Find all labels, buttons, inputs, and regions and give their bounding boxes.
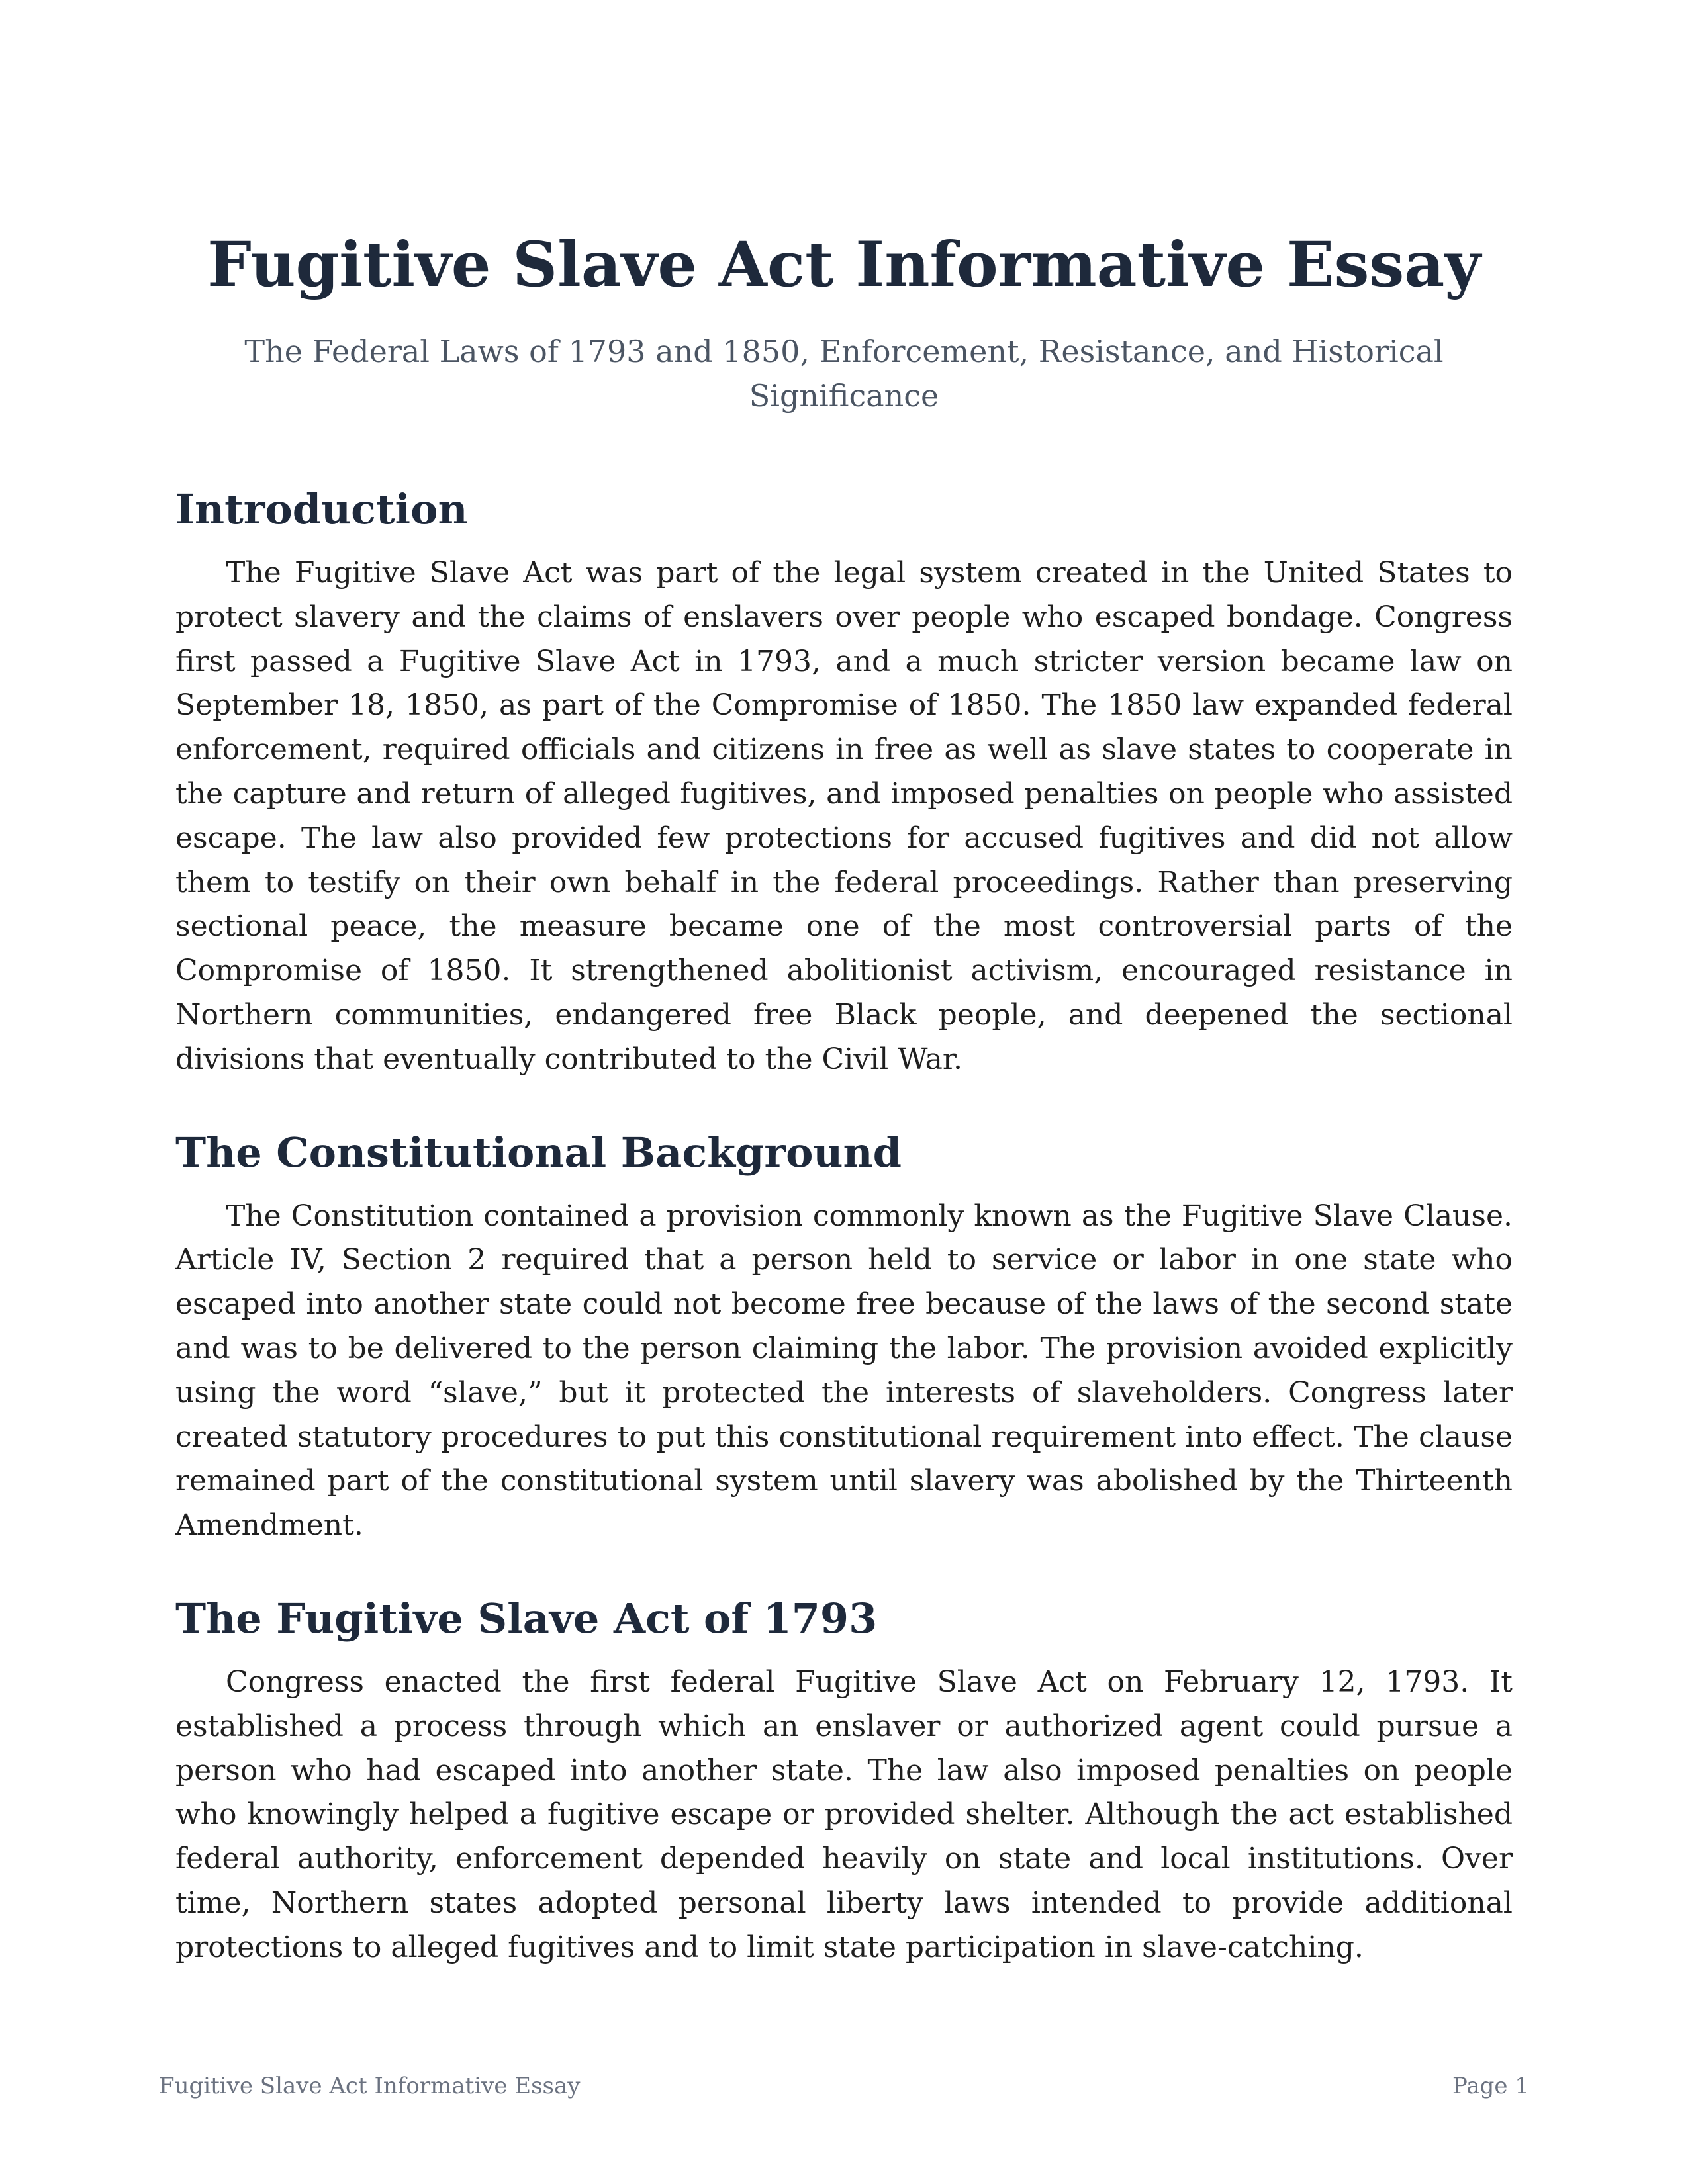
section-heading: Introduction (175, 485, 468, 533)
section-heading: The Fugitive Slave Act of 1793 (175, 1594, 878, 1643)
section-heading: The Constitutional Background (175, 1128, 902, 1177)
section-act-of-1793 (175, 1589, 1513, 1970)
section-paragraph: The Constitution contained a provision commonly known as the Fugitive Slave Clause. Article IV, Section 2 required that a person held to service or labor in one state who escaped into another state could not become free because of the laws of the second state and was to be delivered to the person claiming the labor. The provision avoided explicitly using the word “slave,” but it protected the interests of slaveholders. Congress later created statutory procedures to put this constitutional requirement into effect. The clause remained part of the constitutional system until slavery was abolished by the Thirteenth Amendment. (175, 1199, 1513, 1543)
document-subtitle: The Federal Laws of 1793 and 1850, Enforcement, Resistance, and Historical Significance (244, 334, 1444, 414)
section-paragraph: Congress enacted the first federal Fugitive Slave Act on February 12, 1793. It established a process through which an enslaver or authorized agent could pursue a person who had escaped into another state. The law also imposed penalties on people who knowingly helped a fugitive escape or provided shelter. Although the act established federal authority, enforcement depended heavily on state and local institutions. Over time, Northern states adopted personal liberty laws intended to provide additional protections to alleged fugitives and to limit state participation in slave-catching. (175, 1664, 1513, 1964)
footer-document-title: Fugitive Slave Act Informative Essay (159, 2073, 581, 2099)
footer-page-number: Page 1 (1452, 2073, 1529, 2099)
section-introduction (175, 480, 1513, 1082)
section-constitutional-background (175, 1123, 1513, 1548)
essay-body (175, 480, 1513, 1970)
document-title: Fugitive Slave Act Informative Essay (207, 228, 1481, 301)
section-paragraph: The Fugitive Slave Act was part of the legal system created in the United States to protect slavery and the claims of enslavers over people who escaped bondage. Congress first passed a Fugitive Slave Act in 1793, and a much stricter version became law on September 18, 1850, as part of the Compromise of 1850. The 1850 law expanded federal enforcement, required officials and citizens in free as well as slave states to cooperate in the capture and return of alleged fugitives, and imposed penalties on people who assisted escape. The law also provided few protections for accused fugitives and did not allow them to testify on their own behalf in the federal proceedings. Rather than preserving sectional peace, the measure became one of the most controversial parts of the Compromise of 1850. It strengthened abolitionist activism, encouraged resistance in Northern communities, endangered free Black people, and deepened the sectional divisions that eventually contributed to the Civil War. (175, 556, 1513, 1076)
